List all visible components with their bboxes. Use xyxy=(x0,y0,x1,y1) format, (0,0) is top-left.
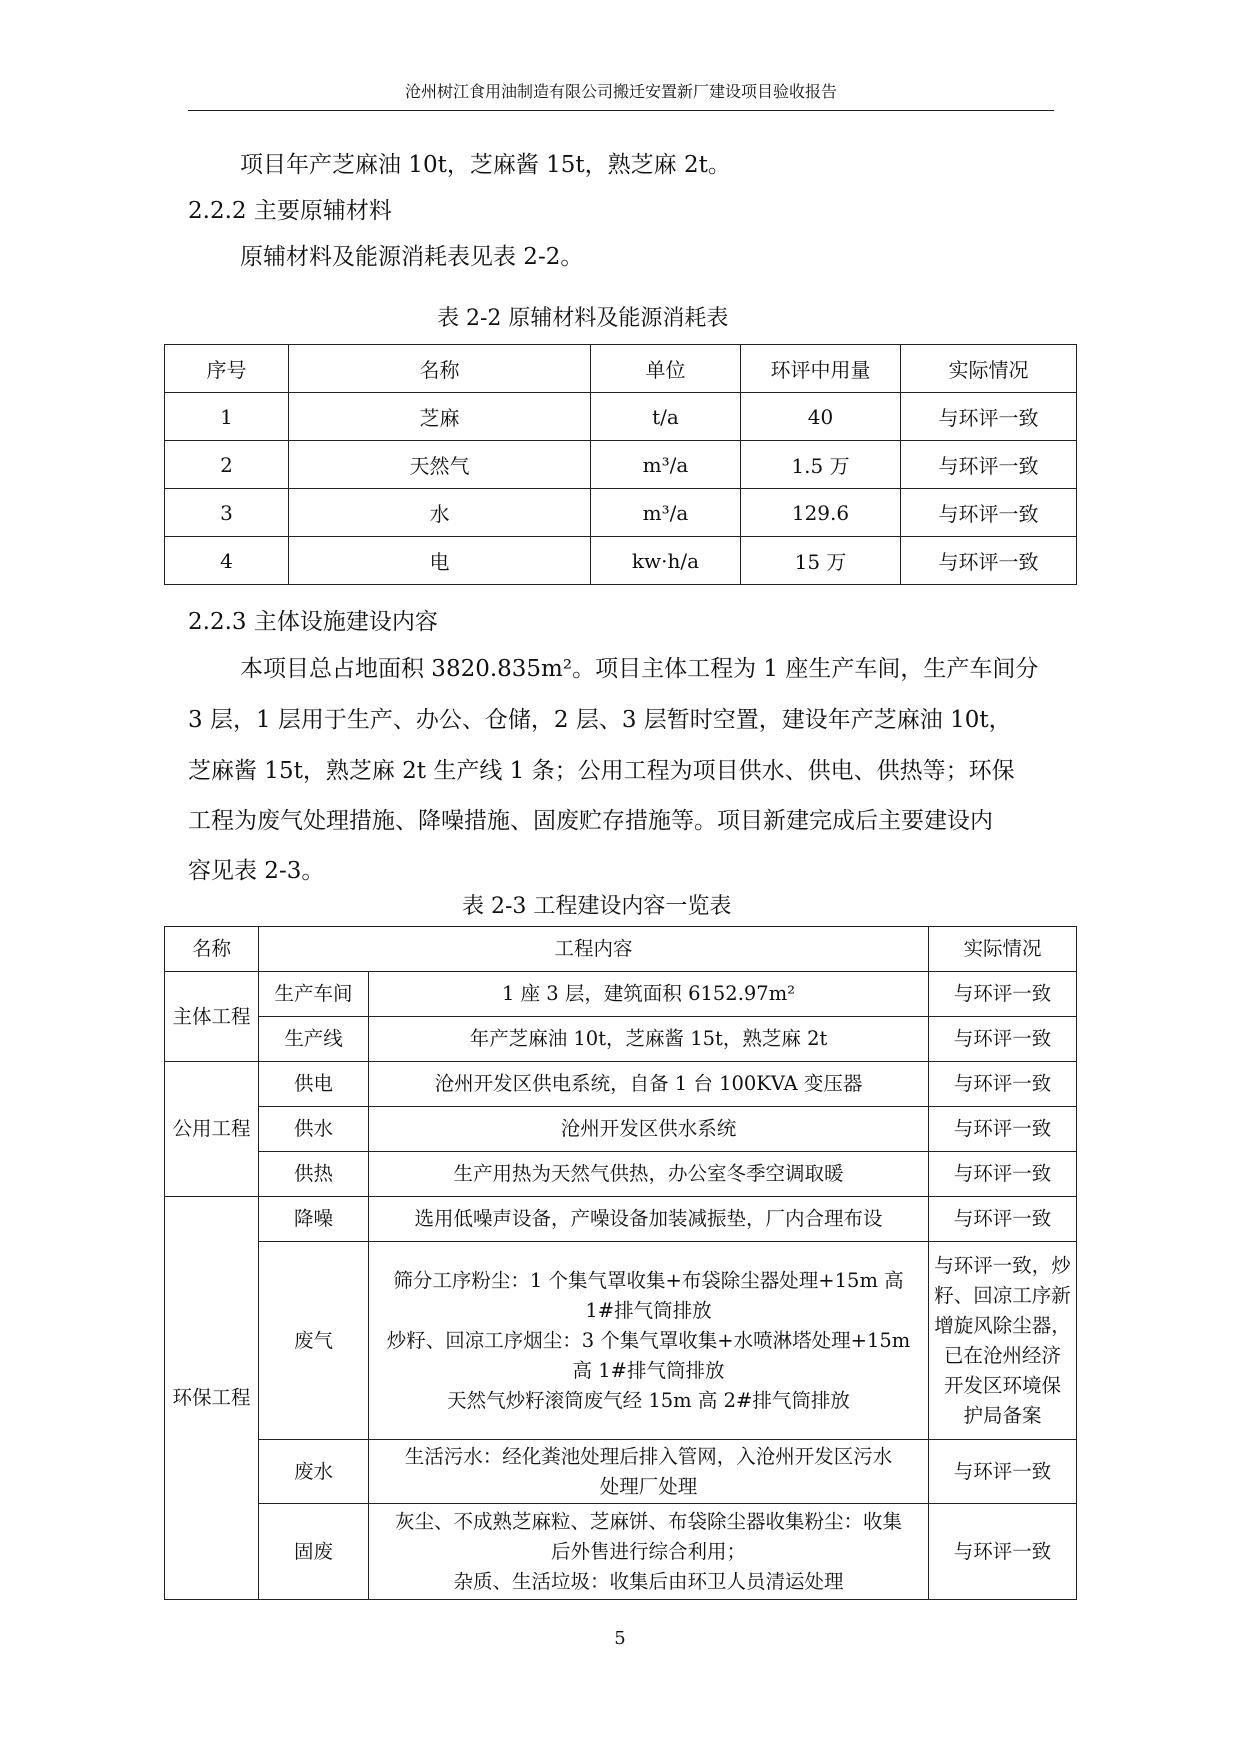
header-cell: 工程内容 xyxy=(259,927,929,972)
header-rule xyxy=(188,110,1054,111)
table-row xyxy=(165,1440,1077,1504)
actual-cell: 与环评一致 xyxy=(929,1017,1077,1062)
actual-cell xyxy=(929,1242,1077,1440)
cell: 1.5 万 xyxy=(741,441,901,489)
content-cell: 生产用热为天然气供热，办公室冬季空调取暖 xyxy=(369,1152,929,1197)
header-cell: 名称 xyxy=(165,927,259,972)
actual-line: 开发区环境保 xyxy=(944,1373,1062,1397)
cell: 与环评一致 xyxy=(901,537,1077,585)
paragraph-output: 项目年产芝麻油 10t，芝麻酱 15t，熟芝麻 2t。 xyxy=(240,152,731,178)
section-heading-2-2-2: 2.2.2 主要原辅材料 xyxy=(188,198,392,224)
table-row xyxy=(165,1242,1077,1440)
group-cell: 主体工程 xyxy=(165,972,259,1062)
group-cell: 环保工程 xyxy=(165,1197,259,1600)
paragraph-line: 容见表 2-3。 xyxy=(188,858,325,884)
cell: 与环评一致 xyxy=(901,441,1077,489)
header-cell: 单位 xyxy=(591,345,741,393)
cell: t/a xyxy=(591,393,741,441)
page-number: 5 xyxy=(614,1628,626,1649)
content-cell: 选用低噪声设备，产噪设备加装减振垫，厂内合理布设 xyxy=(369,1197,929,1242)
sub-cell: 固废 xyxy=(259,1504,369,1600)
sub-cell: 供水 xyxy=(259,1107,369,1152)
content-line: 炒籽、回凉工序烟尘：3 个集气罩收集+水喷淋塔处理+15m xyxy=(386,1328,911,1352)
cell: 129.6 xyxy=(741,489,901,537)
table-row xyxy=(165,1152,1077,1197)
content-cell xyxy=(369,1504,929,1600)
sub-cell: 生产车间 xyxy=(259,972,369,1017)
paragraph-line: 工程为废气处理措施、降噪措施、固废贮存措施等。项目新建完成后主要建设内 xyxy=(188,808,993,834)
cell: 芝麻 xyxy=(289,393,591,441)
header-cell: 实际情况 xyxy=(901,345,1077,393)
content-cell: 1 座 3 层，建筑面积 6152.97m² xyxy=(369,972,929,1017)
content-line: 后外售进行综合利用； xyxy=(551,1539,747,1563)
table-2-2-caption: 表 2-2 原辅材料及能源消耗表 xyxy=(437,306,729,331)
sub-cell: 生产线 xyxy=(259,1017,369,1062)
cell: 2 xyxy=(165,441,289,489)
header-cell: 实际情况 xyxy=(929,927,1077,972)
actual-cell: 与环评一致 xyxy=(929,972,1077,1017)
table-row xyxy=(165,1062,1077,1107)
cell: 与环评一致 xyxy=(901,489,1077,537)
sub-cell: 废水 xyxy=(259,1440,369,1504)
cell: m³/a xyxy=(591,441,741,489)
cell: 40 xyxy=(741,393,901,441)
content-line: 筛分工序粉尘：1 个集气罩收集+布袋除尘器处理+15m 高 xyxy=(393,1268,904,1292)
cell: 水 xyxy=(289,489,591,537)
table-header-row xyxy=(165,345,1077,393)
table-row xyxy=(165,972,1077,1017)
content-line: 灰尘、不成熟芝麻粒、芝麻饼、布袋除尘器收集粉尘：收集 xyxy=(395,1509,903,1533)
sub-cell: 降噪 xyxy=(259,1197,369,1242)
cell: 3 xyxy=(165,489,289,537)
header-cell: 环评中用量 xyxy=(741,345,901,393)
sub-cell: 供热 xyxy=(259,1152,369,1197)
content-cell xyxy=(369,1242,929,1440)
actual-line: 增旋风除尘器， xyxy=(934,1313,1071,1337)
cell: 天然气 xyxy=(289,441,591,489)
actual-cell: 与环评一致 xyxy=(929,1062,1077,1107)
section-heading-2-2-3: 2.2.3 主体设施建设内容 xyxy=(188,609,438,635)
table-2-3-caption: 表 2-3 工程建设内容一览表 xyxy=(462,894,732,919)
content-cell: 沧州开发区供电系统，自备 1 台 100KVA 变压器 xyxy=(369,1062,929,1107)
cell: 4 xyxy=(165,537,289,585)
sub-cell: 供电 xyxy=(259,1062,369,1107)
content-line: 生活污水：经化粪池处理后排入管网，入沧州开发区污水 xyxy=(404,1444,893,1468)
content-cell xyxy=(369,1440,929,1504)
cell: 与环评一致 xyxy=(901,393,1077,441)
actual-cell: 与环评一致 xyxy=(929,1107,1077,1152)
actual-cell: 与环评一致 xyxy=(929,1197,1077,1242)
table-row xyxy=(165,441,1077,489)
table-row xyxy=(165,489,1077,537)
paragraph-line: 3 层，1 层用于生产、办公、仓储，2 层、3 层暂时空置，建设年产芝麻油 10t， xyxy=(188,707,1012,733)
construction-table xyxy=(164,926,1077,1600)
sub-cell: 废气 xyxy=(259,1242,369,1440)
content-cell: 沧州开发区供水系统 xyxy=(369,1107,929,1152)
table-row xyxy=(165,1504,1077,1600)
content-line: 天然气炒籽滚筒废气经 15m 高 2#排气筒排放 xyxy=(447,1388,850,1412)
cell: 15 万 xyxy=(741,537,901,585)
materials-table xyxy=(164,344,1077,585)
actual-cell: 与环评一致 xyxy=(929,1440,1077,1504)
actual-line: 已在沧州经济 xyxy=(944,1343,1062,1367)
cell: m³/a xyxy=(591,489,741,537)
content-line: 1#排气筒排放 xyxy=(585,1298,712,1322)
actual-line: 与环评一致，炒 xyxy=(934,1253,1071,1277)
header-cell: 序号 xyxy=(165,345,289,393)
content-line: 高 1#排气筒排放 xyxy=(572,1358,725,1382)
content-line: 处理厂处理 xyxy=(599,1474,698,1498)
content-cell: 年产芝麻油 10t，芝麻酱 15t，熟芝麻 2t xyxy=(369,1017,929,1062)
table-row xyxy=(165,537,1077,585)
cell: 1 xyxy=(165,393,289,441)
table-row xyxy=(165,1197,1077,1242)
table-header-row xyxy=(165,927,1077,972)
cell: kw·h/a xyxy=(591,537,741,585)
cell: 电 xyxy=(289,537,591,585)
actual-line: 护局备案 xyxy=(963,1403,1042,1427)
paragraph-materials-ref: 原辅材料及能源消耗表见表 2-2。 xyxy=(240,244,584,270)
actual-line: 籽、回凉工序新 xyxy=(934,1283,1071,1307)
actual-cell: 与环评一致 xyxy=(929,1152,1077,1197)
table-row xyxy=(165,1017,1077,1062)
group-cell: 公用工程 xyxy=(165,1062,259,1197)
table-row xyxy=(165,1107,1077,1152)
paragraph-line: 本项目总占地面积 3820.835m²。项目主体工程为 1 座生产车间，生产车间分 xyxy=(240,656,1039,682)
actual-cell: 与环评一致 xyxy=(929,1504,1077,1600)
paragraph-line: 芝麻酱 15t，熟芝麻 2t 生产线 1 条；公用工程为项目供水、供电、供热等；环保 xyxy=(188,758,1015,784)
page-header: 沧州树江食用油制造有限公司搬迁安置新厂建设项目验收报告 xyxy=(404,82,837,101)
table-row xyxy=(165,393,1077,441)
header-cell: 名称 xyxy=(289,345,591,393)
content-line: 杂质、生活垃圾：收集后由环卫人员清运处理 xyxy=(453,1569,844,1593)
